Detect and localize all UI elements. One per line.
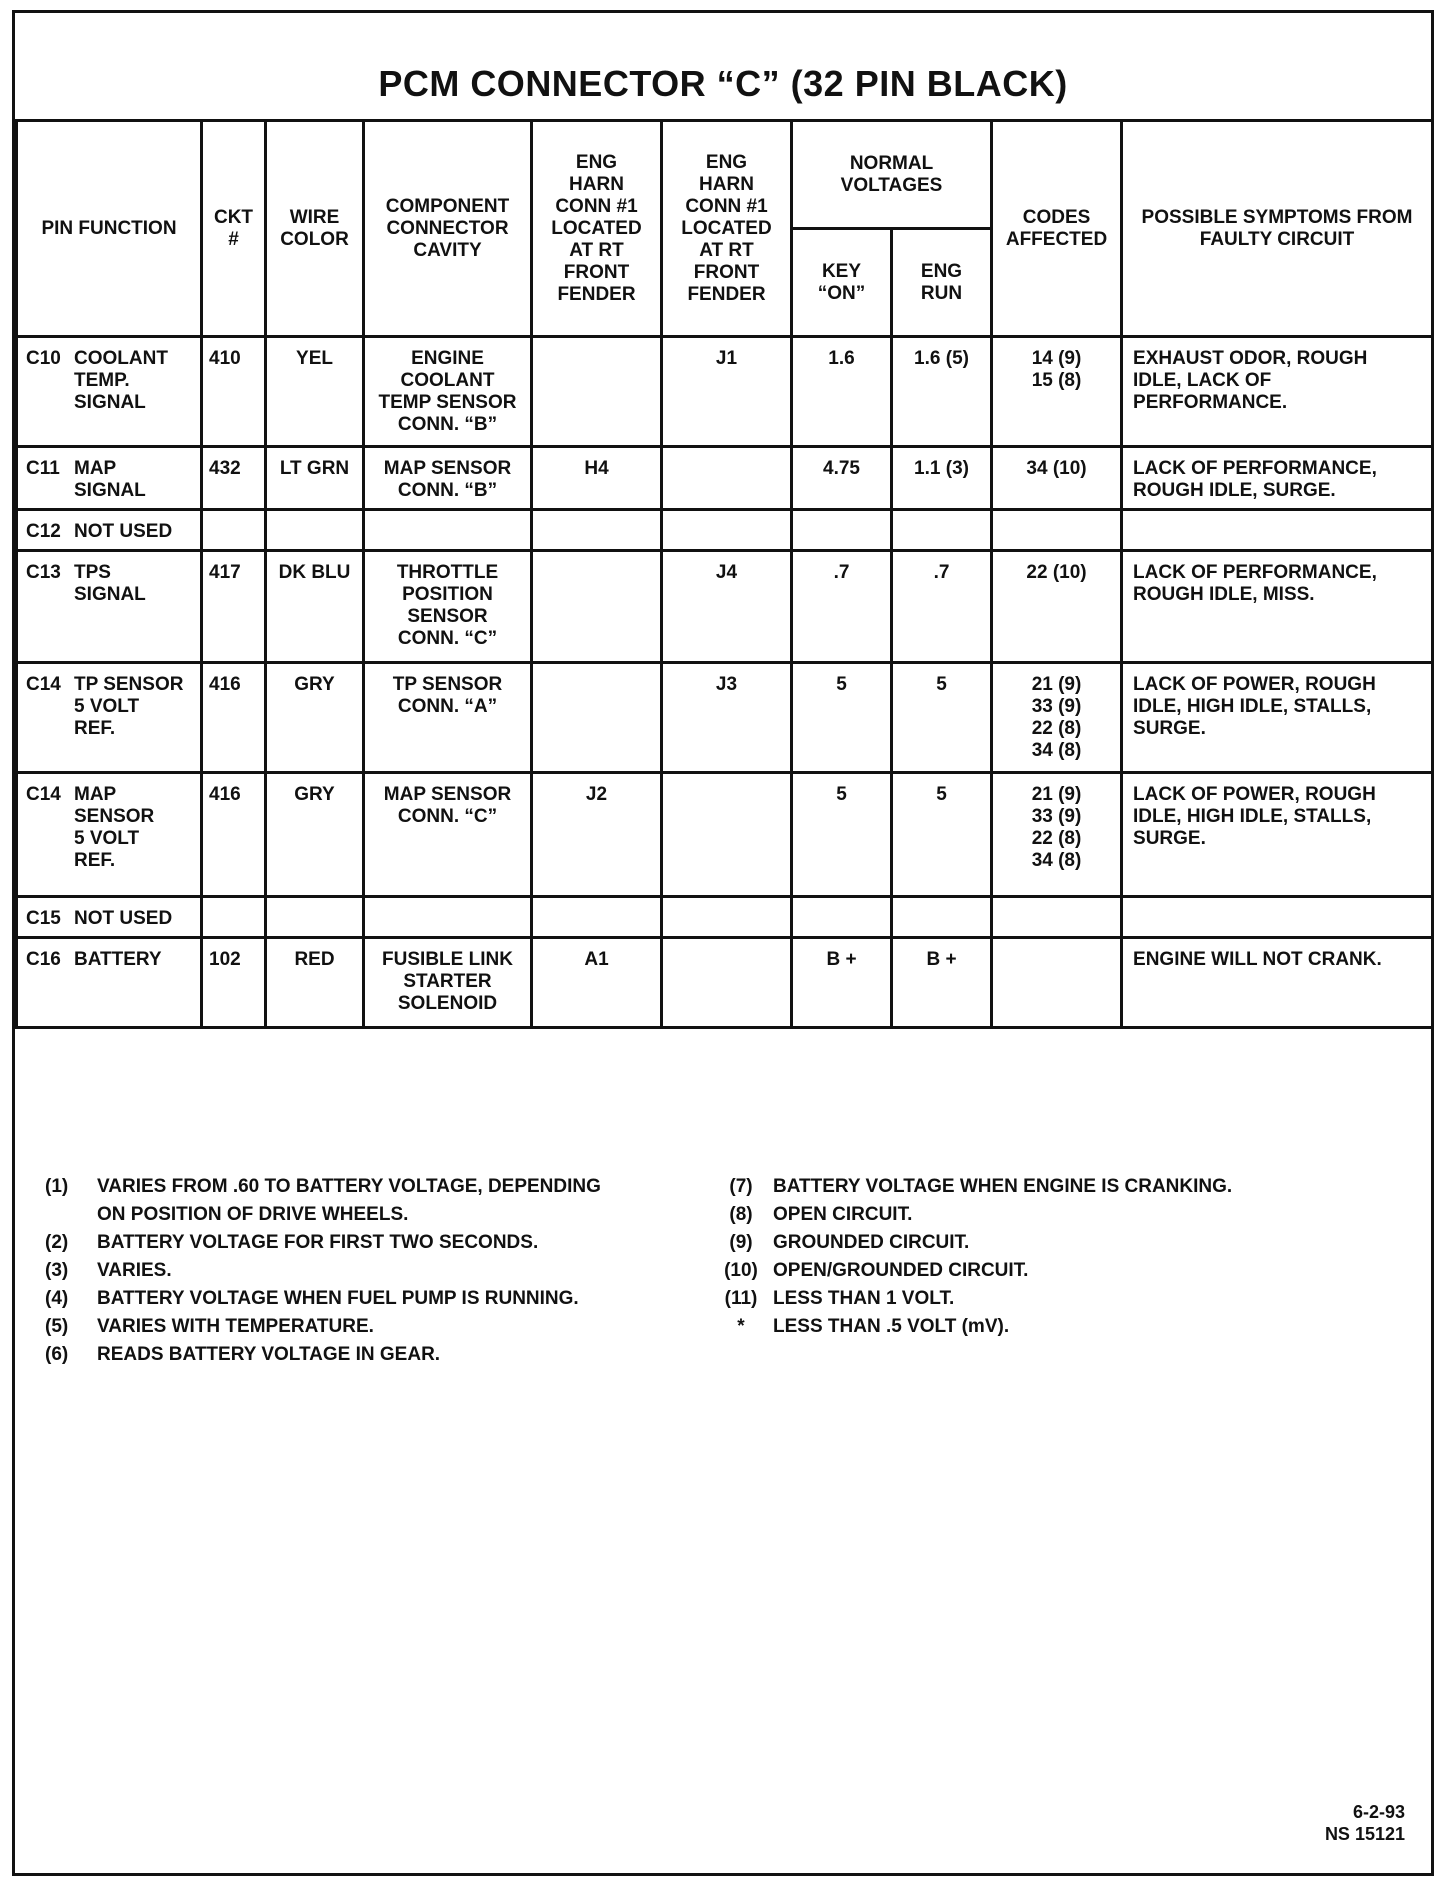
header-line: COLOR [280, 228, 349, 250]
harness-2-cavity: J4 [715, 562, 738, 583]
code-affected: 33 (9) [1031, 806, 1082, 827]
cell-eng-harn-2 [662, 510, 792, 551]
cell-wire-color [266, 897, 364, 938]
harness-1-cavity: A1 [584, 949, 609, 970]
pin-function-line: TPS [74, 562, 111, 583]
eng-run-voltage: .7 [933, 562, 950, 583]
cell-component [364, 447, 532, 510]
header-line: VOLTAGES [840, 174, 943, 196]
cell-symptoms [1122, 551, 1433, 663]
eng-run-voltage: 5 [936, 674, 947, 695]
table-row [17, 897, 1433, 938]
cell-key-on [792, 551, 892, 663]
pin-table [15, 119, 1434, 1029]
pin-id: C13 [26, 562, 61, 583]
component-line: CONN. “B” [397, 480, 498, 501]
header-line: FENDER [557, 283, 636, 305]
table-row [17, 663, 1433, 773]
footnote [45, 1313, 705, 1341]
cell-symptoms [1122, 773, 1433, 897]
cell-eng-run [892, 337, 992, 447]
component-line: SENSOR [407, 606, 488, 627]
header-eng-harn-2 [662, 121, 792, 337]
cell-pin-function [17, 773, 202, 897]
code-affected: 22 (10) [1026, 562, 1087, 583]
table-row [17, 773, 1433, 897]
header-eng-run [892, 229, 992, 337]
header-line: RUN [920, 282, 963, 304]
header-line: CONNECTOR [386, 217, 509, 239]
header-line: “ON” [817, 282, 866, 304]
symptom-line: SURGE. [1133, 718, 1206, 739]
cell-pin-function [17, 337, 202, 447]
header-line: FENDER [687, 283, 766, 305]
symptom-line: LACK OF POWER, ROUGH [1133, 674, 1376, 695]
footnote-number: (5) [45, 1316, 69, 1337]
header-line: AT RT [699, 239, 754, 261]
cell-pin-function [17, 938, 202, 1028]
cell-ckt [202, 337, 266, 447]
cell-symptoms [1122, 663, 1433, 773]
cell-wire-color [266, 938, 364, 1028]
document-frame [12, 10, 1434, 1876]
cell-wire-color [266, 663, 364, 773]
header-line: ENG [920, 260, 963, 282]
pin-function-line: SIGNAL [74, 480, 146, 501]
header-pin-function: PIN FUNCTION [17, 121, 202, 337]
eng-run-voltage: 5 [936, 784, 947, 805]
header-line: CONN #1 [685, 195, 768, 217]
table-body [17, 337, 1433, 1028]
cell-symptoms [1122, 510, 1433, 551]
footnote [45, 1285, 705, 1313]
cell-eng-run [892, 897, 992, 938]
footnote-number: (10) [724, 1260, 758, 1281]
footnote [709, 1285, 1409, 1313]
footnote-number: * [737, 1316, 745, 1337]
code-affected: 22 (8) [1031, 718, 1082, 739]
cell-ckt [202, 510, 266, 551]
ckt-number: 416 [209, 784, 241, 805]
footnote-number: (9) [729, 1232, 753, 1253]
header-line: POSSIBLE SYMPTOMS FROM [1141, 206, 1413, 228]
footnote-number: (8) [729, 1204, 753, 1225]
component-line: THROTTLE [396, 562, 499, 583]
header-ckt [202, 121, 266, 337]
key-on-voltage: 4.75 [823, 458, 860, 479]
cell-ckt [202, 663, 266, 773]
cell-ckt [202, 897, 266, 938]
header-line: COMPONENT [385, 195, 510, 217]
footnote [709, 1257, 1409, 1285]
footnote [709, 1313, 1409, 1341]
table-row [17, 938, 1433, 1028]
footnote-number: (6) [45, 1344, 69, 1365]
pin-id: C14 [26, 784, 61, 805]
header-eng-harn-1 [532, 121, 662, 337]
cell-codes [992, 337, 1122, 447]
pin-id: C14 [26, 674, 61, 695]
footnote-text: BATTERY VOLTAGE WHEN FUEL PUMP IS RUNNING. [97, 1288, 579, 1309]
pin-function-line: SIGNAL [74, 584, 146, 605]
symptom-line: LACK OF PERFORMANCE, [1133, 458, 1377, 479]
cell-key-on [792, 663, 892, 773]
cell-eng-harn-1 [532, 337, 662, 447]
footnote [45, 1229, 705, 1257]
code-affected: 21 (9) [1031, 784, 1082, 805]
table-header [17, 121, 1433, 337]
pin-function-line: COOLANT [74, 348, 168, 369]
footnote-text: LESS THAN .5 VOLT (mV). [773, 1316, 1010, 1337]
pin-function-line: REF. [74, 850, 116, 871]
header-line: WIRE [289, 206, 340, 228]
key-on-voltage: 5 [836, 784, 847, 805]
footnote-text: VARIES WITH TEMPERATURE. [97, 1316, 374, 1337]
cell-pin-function [17, 447, 202, 510]
header-line: LOCATED [551, 217, 642, 239]
cell-wire-color [266, 510, 364, 551]
cell-wire-color [266, 551, 364, 663]
header-line: CONN #1 [555, 195, 638, 217]
component-line: STARTER [403, 971, 492, 992]
footnote-text: BATTERY VOLTAGE FOR FIRST TWO SECONDS. [97, 1232, 539, 1253]
footnote-text: OPEN/GROUNDED CIRCUIT. [773, 1260, 1029, 1281]
pin-function-line: REF. [74, 718, 116, 739]
cell-eng-run [892, 510, 992, 551]
cell-eng-harn-1 [532, 897, 662, 938]
cell-component [364, 938, 532, 1028]
footnote-number: (3) [45, 1260, 69, 1281]
header-line: FRONT [563, 261, 630, 283]
cell-symptoms [1122, 337, 1433, 447]
component-line: CONN. “A” [397, 696, 498, 717]
code-affected: 14 (9) [1031, 348, 1082, 369]
key-on-voltage: 1.6 [828, 348, 855, 369]
header-line: CAVITY [413, 239, 482, 261]
cell-eng-run [892, 551, 992, 663]
cell-key-on [792, 897, 892, 938]
footnote-number: (11) [724, 1288, 758, 1309]
pin-function-line: SIGNAL [74, 392, 146, 413]
cell-key-on [792, 447, 892, 510]
code-affected: 15 (8) [1031, 370, 1082, 391]
header-line: CODES [1022, 206, 1091, 228]
footnote-text: ON POSITION OF DRIVE WHEELS. [97, 1204, 409, 1225]
ckt-number: 410 [209, 348, 241, 369]
footnote-text: READS BATTERY VOLTAGE IN GEAR. [97, 1344, 441, 1365]
header-symptoms [1122, 121, 1433, 337]
ckt-number: 432 [209, 458, 241, 479]
table-row [17, 551, 1433, 663]
cell-eng-harn-2 [662, 663, 792, 773]
footnote-number: (4) [45, 1288, 69, 1309]
cell-eng-harn-2 [662, 337, 792, 447]
header-wire-color [266, 121, 364, 337]
header-key-on [792, 229, 892, 337]
symptom-line: IDLE, HIGH IDLE, STALLS, [1133, 696, 1372, 717]
footnote-text: VARIES. [97, 1260, 172, 1281]
cell-eng-harn-2 [662, 447, 792, 510]
key-on-voltage: .7 [833, 562, 850, 583]
ckt-number: 102 [209, 949, 241, 970]
symptom-line: PERFORMANCE. [1133, 392, 1288, 413]
page-title: PCM CONNECTOR “C” (32 PIN BLACK) [378, 63, 1068, 104]
wire-color: GRY [294, 784, 335, 805]
footnote-number: (7) [729, 1176, 753, 1197]
pin-id: C11 [26, 458, 60, 479]
cell-codes [992, 663, 1122, 773]
document-footer [1325, 1801, 1405, 1845]
cell-symptoms [1122, 938, 1433, 1028]
header-line: # [228, 228, 239, 250]
component-line: CONN. “C” [397, 806, 498, 827]
cell-eng-run [892, 773, 992, 897]
cell-key-on [792, 337, 892, 447]
header-line: LOCATED [681, 217, 772, 239]
cell-eng-harn-1 [532, 510, 662, 551]
pin-function-line: TP SENSOR [74, 674, 184, 695]
harness-1-cavity: J2 [585, 784, 608, 805]
component-line: CONN. “B” [397, 414, 498, 435]
header-line: AT RT [569, 239, 624, 261]
header-line: FAULTY CIRCUIT [1199, 228, 1355, 250]
component-line: MAP SENSOR [383, 784, 512, 805]
cell-codes [992, 773, 1122, 897]
key-on-voltage: 5 [836, 674, 847, 695]
cell-component [364, 663, 532, 773]
symptom-line: ROUGH IDLE, SURGE. [1133, 480, 1336, 501]
cell-eng-harn-2 [662, 773, 792, 897]
cell-eng-run [892, 663, 992, 773]
footnote-number: (1) [45, 1176, 69, 1197]
component-line: ENGINE [411, 348, 484, 369]
cell-eng-harn-1 [532, 663, 662, 773]
component-line: COOLANT [400, 370, 495, 391]
footer-date: 6-2-93 [1352, 1802, 1405, 1822]
footnotes-left [45, 1173, 705, 1369]
harness-1-cavity: H4 [584, 458, 609, 479]
footnote-text: VARIES FROM .60 TO BATTERY VOLTAGE, DEPENDING [97, 1176, 601, 1197]
header-component [364, 121, 532, 337]
component-line: POSITION [402, 584, 493, 605]
wire-color: LT GRN [279, 458, 350, 479]
cell-component [364, 337, 532, 447]
cell-eng-harn-2 [662, 897, 792, 938]
header-line: NORMAL [849, 152, 934, 174]
header-line: FRONT [693, 261, 760, 283]
table-row [17, 447, 1433, 510]
cell-codes [992, 938, 1122, 1028]
pin-function-line: NOT USED [74, 908, 173, 929]
harness-2-cavity: J1 [715, 348, 738, 369]
table-row [17, 510, 1433, 551]
cell-key-on [792, 773, 892, 897]
cell-codes [992, 897, 1122, 938]
ckt-number: 417 [209, 562, 241, 583]
pin-function-line: BATTERY [74, 949, 162, 970]
cell-ckt [202, 447, 266, 510]
code-affected: 33 (9) [1031, 696, 1082, 717]
cell-symptoms [1122, 897, 1433, 938]
symptom-line: IDLE, LACK OF [1133, 370, 1272, 391]
footnotes-right [709, 1173, 1409, 1341]
cell-key-on [792, 938, 892, 1028]
pin-function-line: NOT USED [74, 521, 173, 542]
cell-codes [992, 510, 1122, 551]
eng-run-voltage: B + [926, 949, 957, 970]
cell-pin-function [17, 897, 202, 938]
cell-component [364, 773, 532, 897]
pin-id: C16 [26, 949, 61, 970]
header-line: AFFECTED [1005, 228, 1108, 250]
pin-id: C12 [26, 521, 61, 542]
key-on-voltage: B + [826, 949, 857, 970]
symptom-line: EXHAUST ODOR, ROUGH [1133, 348, 1368, 369]
cell-eng-harn-1 [532, 447, 662, 510]
wire-color: GRY [294, 674, 335, 695]
cell-component [364, 897, 532, 938]
footnote [45, 1173, 705, 1201]
symptom-line: SURGE. [1133, 828, 1206, 849]
code-affected: 34 (8) [1031, 740, 1082, 761]
pin-function-line: SENSOR [74, 806, 155, 827]
component-line: CONN. “C” [397, 628, 498, 649]
symptom-line: IDLE, HIGH IDLE, STALLS, [1133, 806, 1372, 827]
code-affected: 21 (9) [1031, 674, 1082, 695]
footnote [45, 1201, 705, 1229]
cell-codes [992, 447, 1122, 510]
cell-component [364, 551, 532, 663]
cell-symptoms [1122, 447, 1433, 510]
component-line: SOLENOID [397, 993, 498, 1014]
cell-eng-harn-1 [532, 551, 662, 663]
cell-wire-color [266, 447, 364, 510]
cell-eng-harn-1 [532, 773, 662, 897]
cell-eng-harn-2 [662, 938, 792, 1028]
wire-color: DK BLU [278, 562, 351, 583]
cell-eng-harn-2 [662, 551, 792, 663]
wire-color: YEL [296, 348, 333, 369]
footnote [45, 1341, 705, 1369]
header-line: ENG [575, 151, 618, 173]
component-line: TP SENSOR [392, 674, 503, 695]
header-normal-voltages [792, 121, 992, 229]
cell-wire-color [266, 773, 364, 897]
eng-run-voltage: 1.6 (5) [914, 348, 969, 369]
harness-2-cavity: J3 [715, 674, 738, 695]
cell-codes [992, 551, 1122, 663]
cell-pin-function [17, 663, 202, 773]
footnote-text: LESS THAN 1 VOLT. [773, 1288, 955, 1309]
footnote-number [45, 1201, 97, 1229]
pin-function-line: TEMP. [74, 370, 130, 391]
cell-component [364, 510, 532, 551]
wire-color: RED [294, 949, 335, 970]
footnote [709, 1173, 1409, 1201]
cell-ckt [202, 551, 266, 663]
code-affected: 34 (8) [1031, 850, 1082, 871]
footnote-text: BATTERY VOLTAGE WHEN ENGINE IS CRANKING. [773, 1176, 1233, 1197]
pin-function-line: MAP [74, 784, 117, 805]
cell-eng-run [892, 938, 992, 1028]
pin-function-line: 5 VOLT [74, 696, 140, 717]
footnote [45, 1257, 705, 1285]
pin-function-line: 5 VOLT [74, 828, 140, 849]
eng-run-voltage: 1.1 (3) [914, 458, 969, 479]
cell-pin-function [17, 551, 202, 663]
symptom-line: ROUGH IDLE, MISS. [1133, 584, 1315, 605]
header-line: HARN [569, 173, 624, 195]
footnote [709, 1229, 1409, 1257]
pin-id: C10 [26, 348, 61, 369]
footnote-text: OPEN CIRCUIT. [773, 1204, 913, 1225]
code-affected: 34 (10) [1026, 458, 1087, 479]
header-line: ENG [705, 151, 748, 173]
symptom-line: LACK OF PERFORMANCE, [1133, 562, 1377, 583]
symptom-line: ENGINE WILL NOT CRANK. [1133, 949, 1382, 970]
cell-pin-function [17, 510, 202, 551]
code-affected: 22 (8) [1031, 828, 1082, 849]
footnote [709, 1201, 1409, 1229]
component-line: TEMP SENSOR [378, 392, 517, 413]
pin-id: C15 [26, 908, 61, 929]
table-row [17, 337, 1433, 447]
header-line: HARN [699, 173, 754, 195]
footer-ref: NS 15121 [1324, 1824, 1405, 1844]
cell-key-on [792, 510, 892, 551]
header-line: CKT [213, 206, 254, 228]
cell-ckt [202, 938, 266, 1028]
ckt-number: 416 [209, 674, 241, 695]
symptom-line: LACK OF POWER, ROUGH [1133, 784, 1376, 805]
footnote-text: GROUNDED CIRCUIT. [773, 1232, 970, 1253]
cell-wire-color [266, 337, 364, 447]
component-line: FUSIBLE LINK [382, 949, 513, 970]
cell-eng-run [892, 447, 992, 510]
pin-function-line: MAP [74, 458, 117, 479]
header-codes [992, 121, 1122, 337]
footnote-number: (2) [45, 1232, 69, 1253]
component-line: MAP SENSOR [383, 458, 512, 479]
cell-ckt [202, 773, 266, 897]
cell-eng-harn-1 [532, 938, 662, 1028]
header-line: KEY [821, 260, 862, 282]
